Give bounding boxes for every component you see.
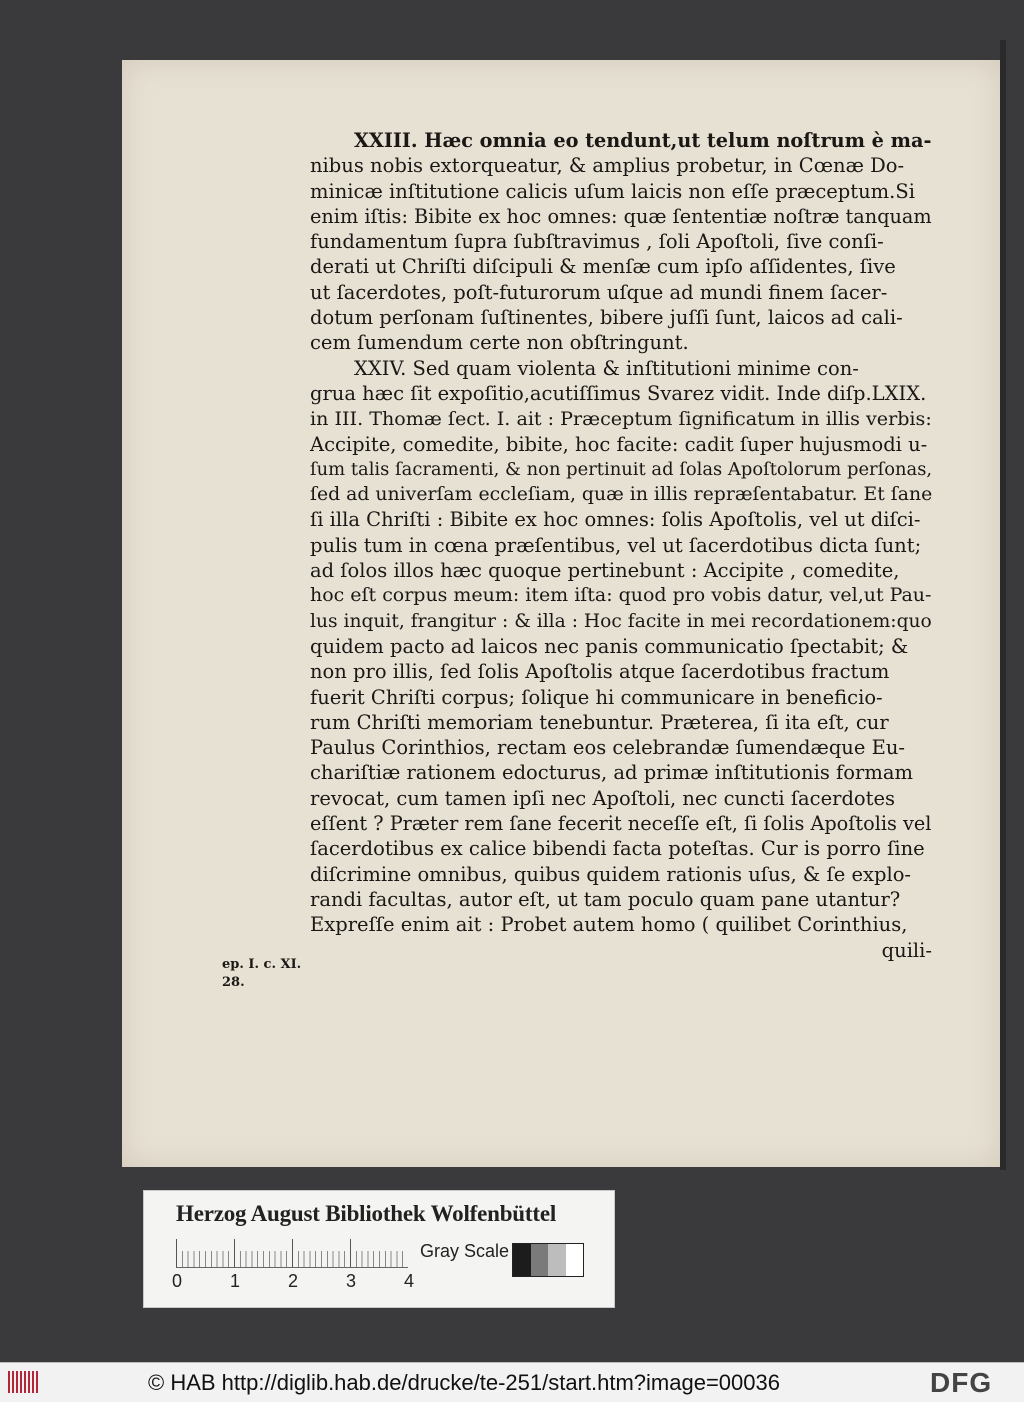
gray-swatch bbox=[513, 1244, 531, 1276]
ruler-ticks bbox=[176, 1239, 408, 1268]
text-line: quidem pacto ad laicos nec panis communicatio ſpectabit; & bbox=[310, 634, 909, 658]
text-line: ſi illa Chriſti : Bibite ex hoc omnes: ſolis Apoſtolis, vel ut diſci- bbox=[310, 508, 921, 532]
gray-scale-swatches bbox=[512, 1243, 584, 1277]
text-line: ad ſolos illos hæc quoque pertinebunt : Accipite , comedite, bbox=[310, 559, 900, 583]
text-line: revocat, cum tamen ipſi nec Apoſtoli, nec cuncti ſacerdotes bbox=[310, 786, 896, 810]
text-line: in III. Thomæ ſect. I. ait : Præceptum ſignificatum in illis verbis: bbox=[310, 407, 932, 431]
text-line: dotum perſonam ſuſtinentes, bibere juſſi ſunt, laicos ad cali- bbox=[310, 306, 903, 330]
page-edge bbox=[1000, 40, 1006, 1170]
scale-number: 4 bbox=[404, 1271, 415, 1291]
text-line: rum Chriſti memoriam tenebuntur. Præterea, ſi ita eſt, cur bbox=[310, 710, 889, 734]
body-text bbox=[310, 128, 932, 963]
text-line: ſacerdotibus ex calice bibendi facta poteſtas. Cur is porro ſine bbox=[310, 837, 925, 861]
text-line: fuerit Chriſti corpus; ſolique hi communicare in beneficio- bbox=[310, 685, 883, 709]
text-line: diſcrimine omnibus, quibus quidem rationis uſus, & ſe explo- bbox=[310, 862, 912, 886]
text-line: Paulus Corinthios, rectam eos celebrandæ ſumendæque Eu- bbox=[310, 736, 905, 760]
barcode-icon bbox=[8, 1371, 38, 1393]
scale-number: 1 bbox=[230, 1271, 241, 1291]
library-title: Herzog August Bibliothek Wolfenbüttel bbox=[176, 1201, 557, 1226]
text-line: pulis tum in cœna præſentibus, vel ut ſacerdotibus dicta ſunt; bbox=[310, 533, 922, 557]
footer-bar bbox=[0, 1362, 1024, 1402]
text-line: enim iſtis: Bibite ex hoc omnes: quæ ſententiæ noſtræ tanquam bbox=[310, 204, 932, 228]
gray-swatch bbox=[566, 1244, 584, 1276]
text-line: randi facultas, autor eſt, ut tam poculo quam pane utantur? bbox=[310, 887, 901, 911]
text-line: ut ſacerdotes, poſt-futurorum uſque ad mundi finem ſacer- bbox=[310, 280, 888, 304]
marginal-note-verse: 28. bbox=[222, 975, 245, 990]
marginal-note-reference: ep. I. c. XI. bbox=[222, 957, 302, 972]
text-line: minicæ inſtitutione calicis uſum laicis non eſſe præceptum.Si bbox=[310, 179, 915, 203]
marginal-note bbox=[222, 956, 308, 992]
text-line: ſed ad univerſam eccleſiam, quæ in illis repræſentabatur. Et ſane bbox=[310, 484, 933, 506]
dfg-logo: DFG bbox=[930, 1367, 993, 1398]
gray-swatch bbox=[548, 1244, 566, 1276]
text-line: fundamentum ſupra ſubſtravimus , ſoli Apoſtoli, ſive conſi- bbox=[310, 230, 884, 254]
text-line: Accipite, comedite, bibite, hoc facite: cadit ſuper hujusmodi u- bbox=[310, 432, 928, 456]
text-line: lus inquit, frangitur : & illa : Hoc facite in mei recordationem:quo bbox=[310, 610, 932, 632]
text-line: XXIII. Hæc omnia eo tendunt,ut telum noſtrum è ma- bbox=[354, 129, 932, 152]
text-line: nibus nobis extorqueatur, & amplius probetur, in Cœnæ Do- bbox=[310, 154, 905, 178]
text-line: quili- bbox=[881, 938, 932, 962]
scale-number: 3 bbox=[346, 1271, 357, 1291]
scale-number: 0 bbox=[172, 1271, 183, 1291]
text-line: Expreſſe enim ait : Probet autem homo ( quilibet Corinthius, bbox=[310, 913, 908, 937]
scale-number: 2 bbox=[288, 1271, 299, 1291]
text-line: XXIV. Sed quam violenta & inſtitutioni minime con- bbox=[354, 356, 859, 380]
scale-card bbox=[143, 1190, 615, 1308]
footer-url[interactable]: © HAB http://diglib.hab.de/drucke/te-251/start.htm?image=00036 bbox=[148, 1370, 780, 1395]
gray-swatch bbox=[531, 1244, 549, 1276]
text-line: cem ſumendum certe non obſtringunt. bbox=[310, 331, 689, 355]
gray-scale-label: Gray Scale bbox=[420, 1241, 510, 1261]
text-line: non pro illis, ſed ſolis Apoſtolis atque ſacerdotibus fractum bbox=[310, 660, 890, 684]
text-line: chariſtiæ rationem edocturus, ad primæ inſtitutionis formam bbox=[310, 761, 913, 785]
text-line: grua hæc ſit expoſitio,acutiſſimus Svarez vidit. Inde diſp.LXIX. bbox=[310, 381, 927, 405]
text-line: ſum talis ſacramenti, & non pertinuit ad ſolas Apoſtolorum perſonas, bbox=[310, 458, 933, 480]
text-line: hoc eſt corpus meum: item iſta: quod pro vobis datur, vel,ut Pau- bbox=[310, 584, 932, 607]
text-line: eſſent ? Præter rem ſane fecerit neceſſe eſt, ſi ſolis Apoſtolis vel bbox=[310, 812, 932, 836]
text-line: derati ut Chriſti diſcipuli & menſæ cum ipſo aſſidentes, ſive bbox=[310, 255, 896, 279]
